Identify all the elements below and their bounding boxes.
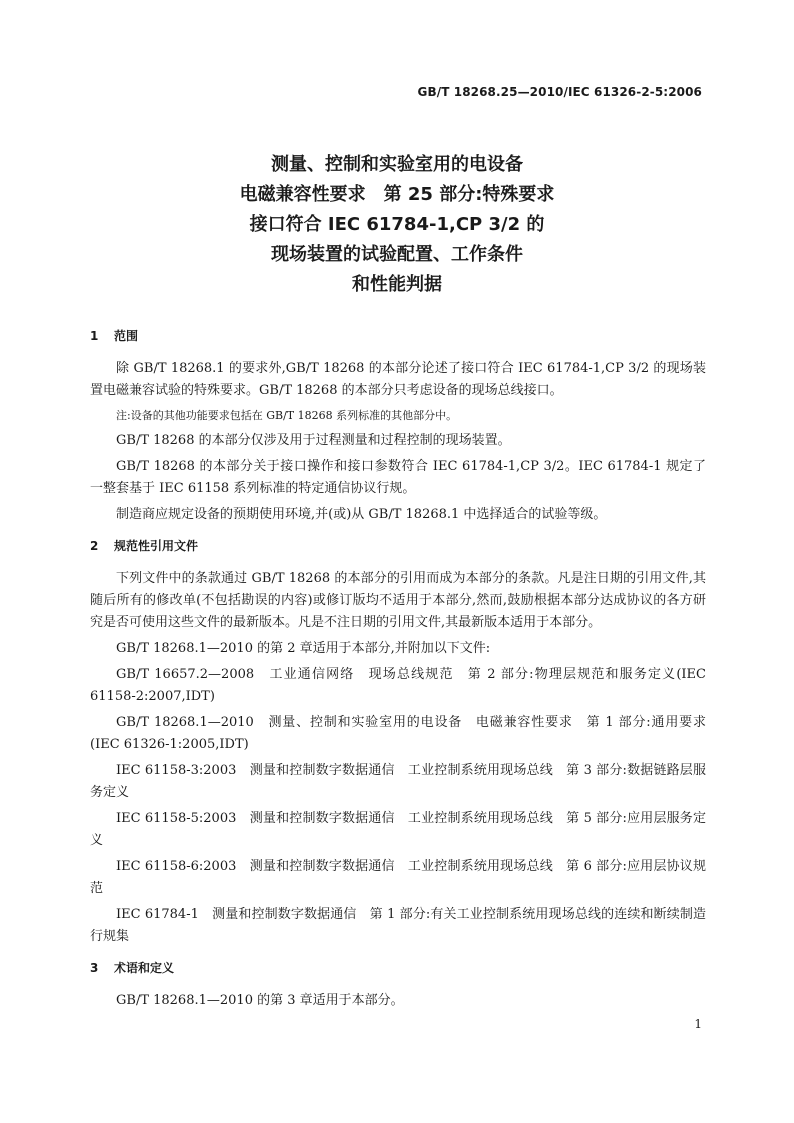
title-line: 和性能判据 [352,274,442,295]
section-title: 规范性引用文件 [114,539,199,553]
paragraph: GB/T 18268 的本部分关于接口操作和接口参数符合 IEC 61784-1,CP 3/2。IEC 61784-1 规定了一整套基于 IEC 61158 系列标准的特定通信协议行规。 [90,459,706,496]
section-title: 术语和定义 [114,961,175,975]
title-line: 接口符合 IEC 61784-1,CP 3/2 的 [249,214,545,235]
reference-item: IEC 61158-5:2003 测量和控制数字数据通信 工业控制系统用现场总线 第 5 部分:应用层服务定义 [90,811,706,848]
reference-item: GB/T 18268.1—2010 测量、控制和实验室用的电设备 电磁兼容性要求 第 1 部分:通用要求(IEC 61326-1:2005,IDT) [90,715,706,752]
reference-item: GB/T 16657.2—2008 工业通信网络 现场总线规范 第 2 部分:物理层规范和服务定义(IEC 61158-2:2007,IDT) [90,667,706,704]
section-heading [90,326,706,346]
document-title [0,150,794,300]
standard-number: GB/T 18268.25—2010/IEC 61326-2-5:2006 [417,85,702,99]
paragraph: GB/T 18268.1—2010 的第 2 章适用于本部分,并附加以下文件: [116,641,491,656]
reference-item: IEC 61158-6:2003 测量和控制数字数据通信 工业控制系统用现场总线 第 6 部分:应用层协议规范 [90,859,706,896]
paragraph: GB/T 18268.1—2010 的第 3 章适用于本部分。 [116,993,404,1008]
section-number: 3 [90,961,99,975]
reference-item: IEC 61784-1 测量和控制数字数据通信 第 1 部分:有关工业控制系统用现场总线的连续和断续制造行规集 [90,907,706,944]
section-title: 范围 [114,329,139,343]
reference-item: IEC 61158-3:2003 测量和控制数字数据通信 工业控制系统用现场总线 第 3 部分:数据链路层服务定义 [90,763,706,800]
section-heading [90,536,706,556]
paragraph: 下列文件中的条款通过 GB/T 18268 的本部分的引用而成为本部分的条款。凡是注日期的引用文件,其随后所有的修改单(不包括勘误的内容)或修订版均不适用于本部分,然而,鼓励根据本部分达成协议的各方研究是否可使用这些文件的最新版本。凡是不注日期的引用文件,其最新版本适用于本部分。 [90,571,706,630]
title-line: 电磁兼容性要求 第 25 部分:特殊要求 [239,184,555,205]
section-terms-definitions [90,958,706,1012]
title-line: 测量、控制和实验室用的电设备 [271,154,523,175]
document-body [90,326,706,1022]
section-number: 1 [90,329,99,343]
section-number: 2 [90,539,99,553]
section-scope [90,326,706,526]
paragraph: 制造商应规定设备的预期使用环境,并(或)从 GB/T 18268.1 中选择适合的试验等级。 [116,507,607,522]
section-heading [90,958,706,978]
title-line: 现场装置的试验配置、工作条件 [271,244,523,265]
section-normative-references [90,536,706,948]
paragraph: 除 GB/T 18268.1 的要求外,GB/T 18268 的本部分论述了接口符合 IEC 61784-1,CP 3/2 的现场装置电磁兼容试验的特殊要求。GB/T 18268 的本部分只考虑设备的现场总线接口。 [90,361,706,398]
note: 注:设备的其他功能要求包括在 GB/T 18268 系列标准的其他部分中。 [116,409,458,422]
paragraph: GB/T 18268 的本部分仅涉及用于过程测量和过程控制的现场装置。 [116,433,511,448]
page-number: 1 [694,1017,702,1031]
